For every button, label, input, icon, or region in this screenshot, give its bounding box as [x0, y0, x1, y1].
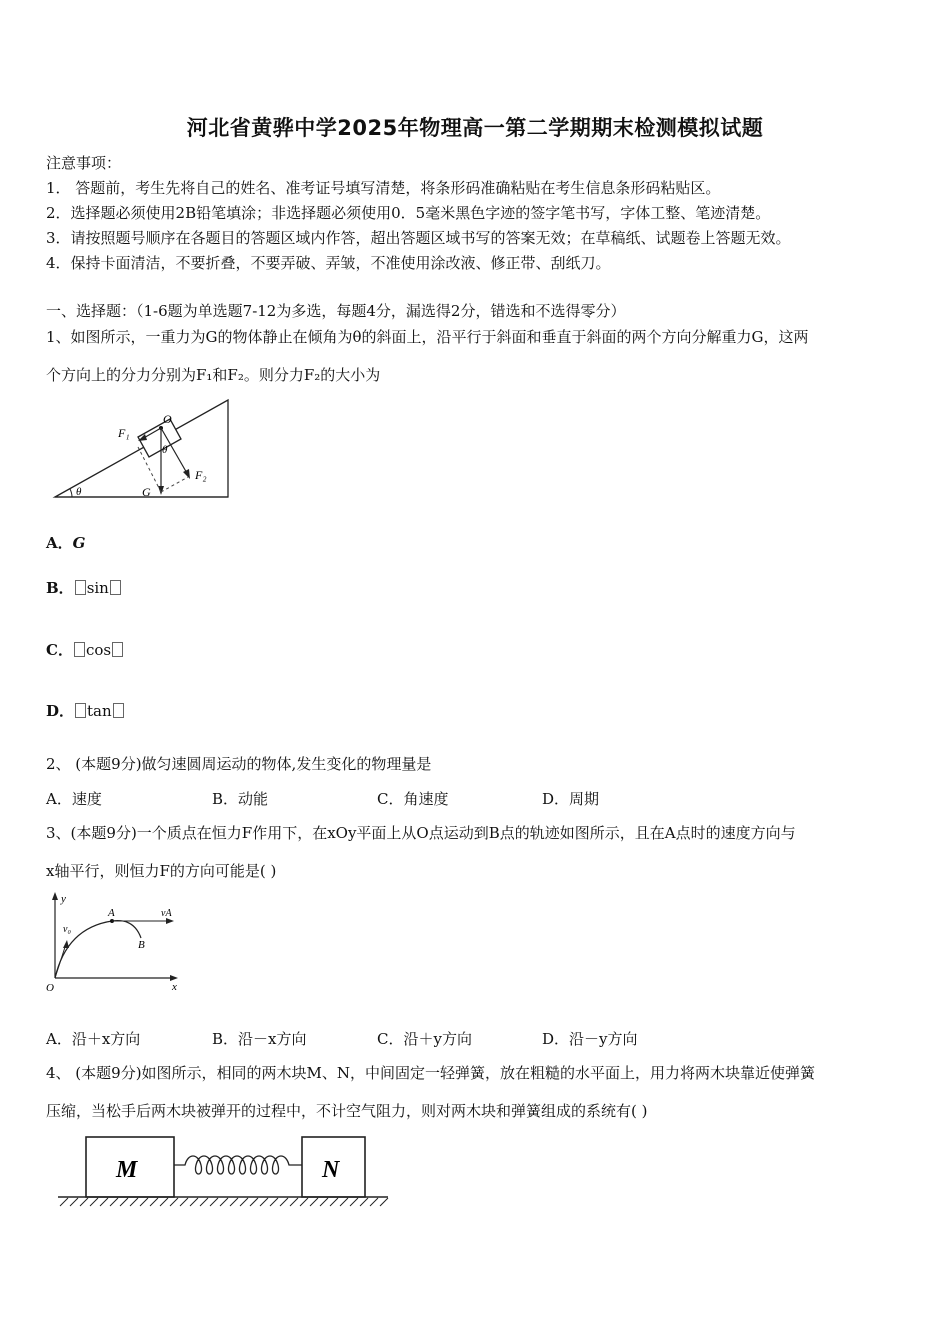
- q2-option-a[interactable]: A．速度: [46, 790, 102, 808]
- q2-option-c[interactable]: C．角速度: [377, 790, 449, 808]
- notice-item: 3．请按照题号顺序在各题目的答题区域内作答，超出答题区域书写的答案无效；在草稿纸、试题卷上答题无效。: [46, 229, 791, 247]
- q1-option-c[interactable]: [46, 639, 124, 660]
- missing-glyph-icon: [75, 580, 86, 595]
- x-axis-label: x: [172, 981, 177, 993]
- point-b-label: B: [138, 939, 145, 951]
- page-title: 河北省黄骅中学2025年物理高一第二学期期末检测模拟试题: [186, 116, 764, 140]
- va-label: vA: [161, 908, 172, 919]
- notice-item: 1． 答题前，考生先将自己的姓名、准考证号填写清楚，将条形码准确粘贴在考生信息条形码粘贴区。: [46, 179, 721, 197]
- q1-option-a[interactable]: [46, 532, 85, 553]
- q1-stem-line1: 1、如图所示，一重力为G的物体静止在倾角为θ的斜面上，沿平行于斜面和垂直于斜面的两个方向分解重力G，这两: [46, 328, 809, 346]
- q1-option-b[interactable]: [46, 577, 122, 598]
- q4-spring-figure: [55, 1133, 395, 1213]
- option-label: D．: [46, 702, 75, 720]
- theta-label: θ: [162, 444, 168, 456]
- option-text: G: [72, 534, 86, 552]
- o-label: O: [163, 412, 172, 426]
- option-label: B．: [46, 579, 74, 597]
- f2-label: F₂: [195, 468, 207, 482]
- notice-header: 注意事项：: [46, 154, 122, 172]
- theta-base-label: θ: [76, 486, 82, 498]
- missing-glyph-icon: [75, 703, 86, 718]
- missing-glyph-icon: [112, 642, 123, 657]
- option-label: C．: [46, 641, 73, 659]
- q1-stem-line2: 个方向上的分力分别为F₁和F₂。则分力F₂的大小为: [46, 366, 381, 384]
- option-text: cos: [85, 641, 112, 659]
- q3-trajectory-figure: [44, 888, 184, 996]
- option-text: sin: [86, 579, 109, 597]
- q4-stem-line2: 压缩，当松手后两木块被弹开的过程中，不计空气阻力，则对两木块和弹簧组成的系统有( ): [46, 1102, 648, 1120]
- q3-stem-line2: x轴平行，则恒力F的方向可能是( ): [46, 862, 277, 880]
- missing-glyph-icon: [110, 580, 121, 595]
- option-text: tan: [87, 702, 112, 720]
- q1-incline-figure: [50, 395, 235, 505]
- q3-stem-line1: 3、(本题9分)一个质点在恒力F作用下，在xOy平面上从O点运动到B点的轨迹如图所示，且在A点时的速度方向与: [46, 824, 796, 842]
- block-n-label: N: [322, 1157, 340, 1183]
- y-axis-label: y: [61, 893, 66, 905]
- q3-option-d[interactable]: D．沿－y方向: [542, 1030, 638, 1048]
- v0-label: v₀: [63, 924, 71, 935]
- missing-glyph-icon: [74, 642, 85, 657]
- f1-label: F₁: [118, 426, 130, 440]
- q4-stem-line1: 4、 (本题9分)如图所示，相同的两木块M、N，中间固定一轻弹簧，放在粗糙的水平面上，用力将两木块靠近使弹簧: [46, 1064, 816, 1082]
- section-heading: 一、选择题：（1-6题为单选题7-12为多选，每题4分，漏选得2分，错选和不选得零分）: [46, 302, 626, 320]
- origin-label: O: [46, 982, 54, 994]
- option-label: A．: [46, 534, 73, 552]
- notice-item: 2．选择题必须使用2B铅笔填涂；非选择题必须使用0．5毫米黑色字迹的签字笔书写，字体工整、笔迹清楚。: [46, 204, 771, 222]
- q2-option-b[interactable]: B．动能: [212, 790, 269, 808]
- q1-option-d[interactable]: [46, 700, 125, 721]
- q2-option-d[interactable]: D．周期: [542, 790, 600, 808]
- q3-option-a[interactable]: A．沿＋x方向: [46, 1030, 141, 1048]
- missing-glyph-icon: [113, 703, 124, 718]
- q3-option-b[interactable]: B．沿－x方向: [212, 1030, 307, 1048]
- block-m-label: M: [116, 1157, 138, 1183]
- q3-option-c[interactable]: C．沿＋y方向: [377, 1030, 472, 1048]
- point-a-label: A: [108, 907, 115, 919]
- g-label: G: [142, 485, 151, 499]
- notice-item: 4．保持卡面清洁，不要折叠，不要弄破、弄皱，不准使用涂改液、修正带、刮纸刀。: [46, 254, 611, 272]
- q2-stem: 2、 (本题9分)做匀速圆周运动的物体,发生变化的物理量是: [46, 755, 432, 773]
